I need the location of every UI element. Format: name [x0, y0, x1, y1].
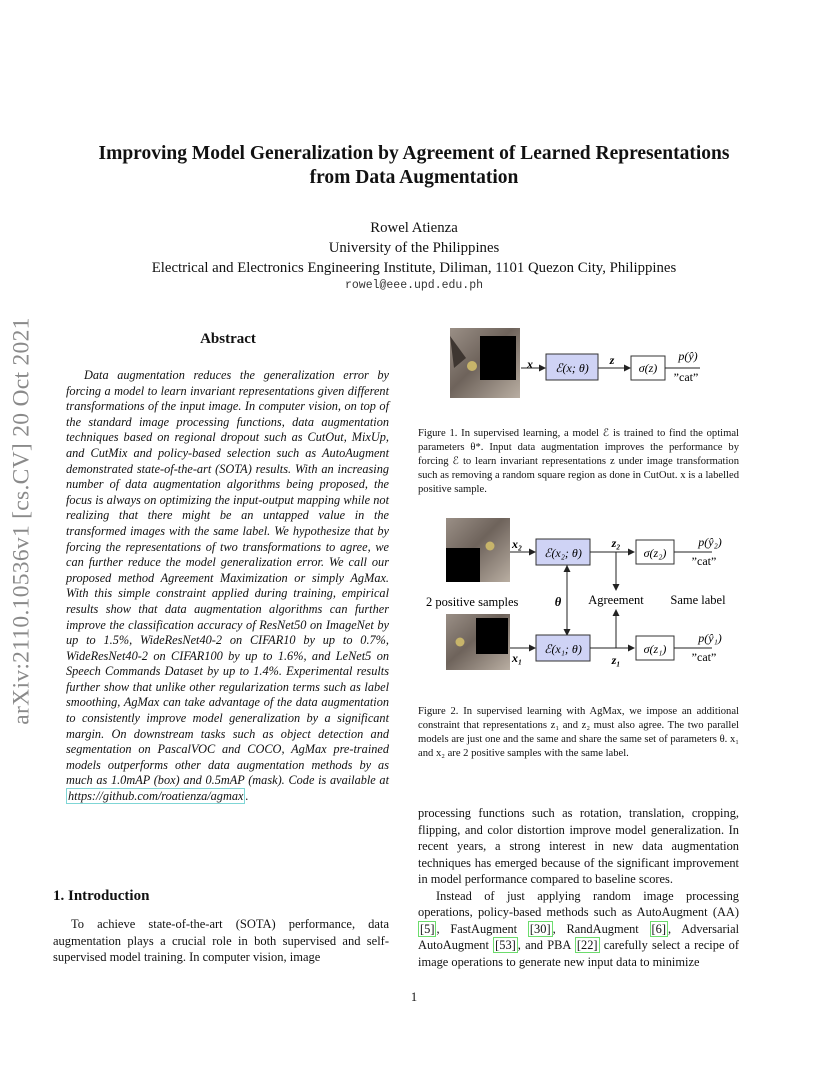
citation-22[interactable]: [22] [576, 938, 598, 952]
title-line-2: from Data Augmentation [309, 167, 519, 188]
fig2-same-label: Same label [670, 593, 726, 607]
fig1-z-label: z [609, 353, 615, 367]
affiliation-university: University of the Philippines [328, 240, 500, 256]
para2-text-e: , and PBA [517, 938, 575, 952]
intro-body [53, 916, 389, 966]
citation-30[interactable]: [30] [529, 921, 551, 936]
figure-1-diagram [450, 328, 750, 410]
intro-paragraph: To achieve state-of-the-art (SOTA) performance, data augmentation plays a crucial role in both supervised and self-supervised model training. In computer vision, image [53, 917, 389, 964]
affiliation-institute: Electrical and Electronics Engineering Institute, Diliman, 1101 Quezon City, Philippines [151, 260, 677, 276]
fig2-cat-bottom-label: ”cat” [691, 650, 717, 664]
author-email: rowel@eee.upd.edu.ph [344, 279, 484, 292]
para2-text-c: , RandAugment [552, 921, 650, 936]
para2-text-d: , Adversarial AutoAugment [418, 921, 740, 952]
fig2-encoder-top-label: ℰ(x₂; θ) [544, 546, 582, 560]
fig1-py-label: p(ŷ) [678, 349, 698, 363]
citation-5[interactable]: [5] [420, 921, 435, 936]
fig2-z2-label: z₂ [611, 536, 621, 550]
fig2-theta-label: θ [554, 595, 562, 609]
fig2-py2-label: p(ŷ₂) [698, 535, 722, 549]
fig2-sigma-bottom-label: σ(z₁) [643, 642, 667, 656]
arxiv-stamp-text: arXiv:2110.10536v1 [cs.CV] 20 Oct 2021 [8, 317, 35, 725]
fig2-cat-top-label: ”cat” [691, 554, 717, 568]
abstract-heading: Abstract [200, 331, 256, 347]
column-2-body [418, 805, 739, 970]
fig2-py1-label: p(ŷ₁) [698, 631, 722, 645]
citation-53[interactable]: [53] [495, 938, 516, 952]
fig1-x-label: x [527, 357, 533, 371]
fig2-x1-label: x₁ [512, 651, 523, 665]
cat-image-1 [450, 328, 520, 398]
fig2-encoder-bottom-label: ℰ(x₁; θ) [544, 642, 582, 656]
paper-title [60, 142, 768, 190]
fig1-cat-label: ”cat” [673, 370, 699, 384]
author-name: Rowel Atienza [370, 220, 458, 236]
fig2-positives-label: 2 positive samples [426, 595, 519, 609]
para2-text-f: carefully select a recipe of image operations to generate new input data to minimize [418, 938, 739, 969]
title-line-1: Improving Model Generalization by Agreement of Learned Representations [98, 143, 730, 164]
abstract-body [66, 368, 389, 805]
cat-image-bottom [446, 614, 510, 670]
cat-image-top [446, 518, 510, 582]
fig2-x2-label: x₂ [512, 537, 523, 551]
fig1-sigma-label: σ(z) [638, 361, 658, 375]
abstract-text: Data augmentation reduces the generalization error by forcing a model to learn invariant representations given different transformations of the input image. In computer vision, on top of the standard image processing functions, data augmentation techniques based on regional dropout such as CutOut, MixUp, and CutMix and policy-based selection such as AutoAugment demonstrated state-of-the-art (SOTA) results. With an increasing number of data augmentation algorithms being proposed, the focus is always on optimizing the input-output mapping while not realizing that there might be an untapped value in the transformed images with the same label. We hypothesize that by forcing the representations of two transformations to agree, we can further reduce the model generalization error. We call our proposed method Agreement Maximization or simply AgMax. With this simple constraint applied during training, empirical results show that data augmentation algorithms can further improve the classification accuracy of ResNet50 on ImageNet by up to 1.5%, WideResNet40-2 on CIFAR10 by up to 0.7%, WideResNet40-2 on CIFAR100 by up to 1.6%, and LeNet5 on Speech Commands Dataset by up to 1.4%. Experimental results further show that unlike other regularization terms such as label smoothing, AgMax can take advantage of the data augmentation to consistently improve model generalization by a significant margin. On downstream tasks such as object detection and segmentation on PascalVOC and COCO, AgMax pre-trained models outperforms other data augmentation methods by as much as 1.0mAP (box) and 0.5mAP (mask). Code is available at [66, 368, 389, 788]
figure-1-caption: Figure 1. In supervised learning, a model ℰ is trained to find the optimal parameters θ*. Input data augmentation improves the performance by forcing ℰ to learn invariant representations z under image transformation such as removing a random square region as done in CutOut. x is a labelled positive sample. [418, 428, 739, 495]
figure-2-caption: Figure 2. In supervised learning with AgMax, we impose an additional constraint that representations z₁ and z₂ must also agree. The two parallel models are just one and the same and share the same set of parameters θ. x₁ and x₂ are 2 positive samples with the same label. [418, 706, 739, 759]
col2-paragraph-1: processing functions such as rotation, translation, cropping, flipping, and color distortion improve model generalization. In recent years, a strong interest in new data augmentation techniques has emerged because of the significant improvement in model performance compared to baseline scores. [418, 806, 739, 886]
fig2-sigma-top-label: σ(z₂) [643, 546, 667, 560]
code-link[interactable]: https://github.com/roatienza/agmax [68, 789, 244, 804]
figure-2-diagram [420, 518, 740, 678]
abstract-end: . [245, 789, 249, 804]
para2-text-a: Instead of just applying random image processing operations, policy-based methods such as AutoAugment (AA) [418, 888, 739, 919]
fig2-z1-label: z₁ [611, 653, 621, 667]
fig1-encoder-label: ℰ(x; θ) [555, 361, 589, 375]
intro-heading: 1. Introduction [53, 888, 150, 904]
col2-paragraph-2 [418, 888, 739, 971]
para2-text-b: , FastAugment [436, 921, 528, 936]
citation-6[interactable]: [6] [651, 921, 666, 936]
page-number: 1 [410, 990, 418, 1004]
fig2-agreement-label: Agreement [588, 593, 644, 607]
